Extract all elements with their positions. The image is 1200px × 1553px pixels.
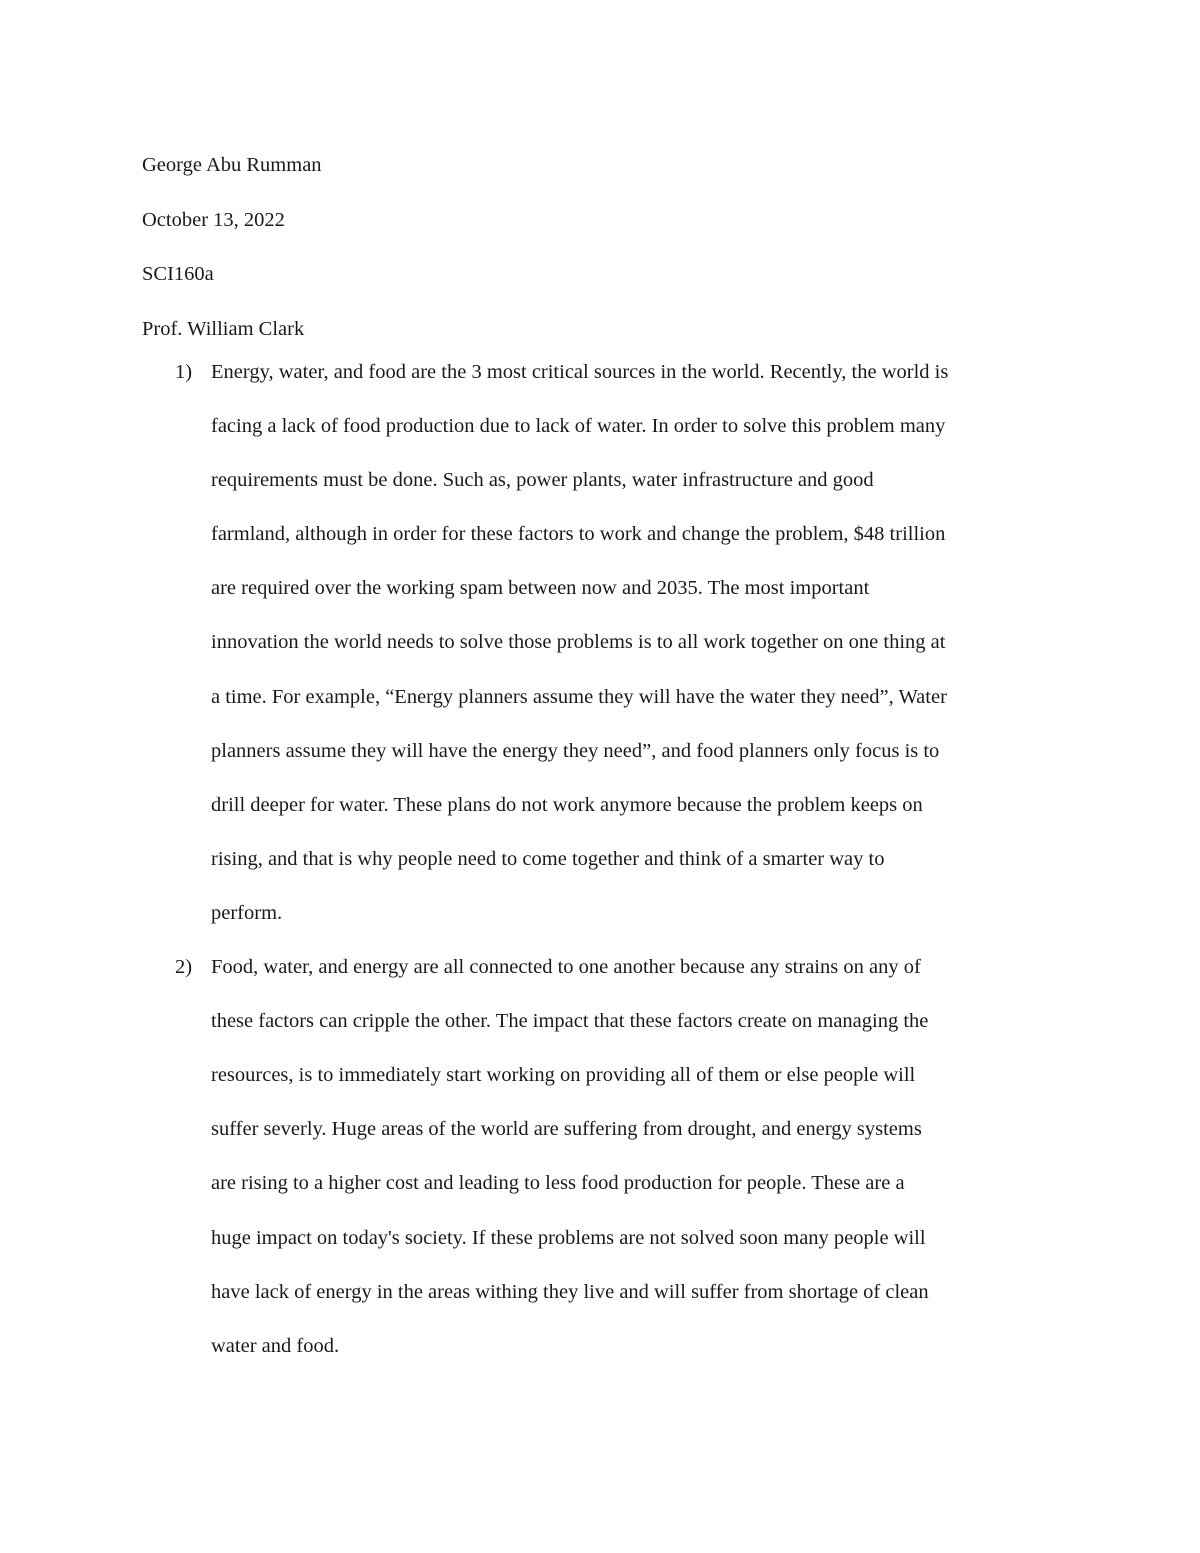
answer-number: 2) xyxy=(175,956,193,979)
answer-line: have lack of energy in the areas withing they live and will suffer from shortage of clean xyxy=(211,1280,929,1303)
professor-name: Prof. William Clark xyxy=(142,317,305,340)
answer-line: Food, water, and energy are all connected to one another because any strains on any of xyxy=(211,956,921,979)
answer-number: 1) xyxy=(175,361,193,383)
answer-line: requirements must be done. Such as, power plants, water infrastructure and good xyxy=(211,469,874,492)
document-header xyxy=(142,138,1062,356)
answer-paragraph xyxy=(211,940,1062,1373)
answer-line: rising, and that is why people need to come together and think of a smarter way to xyxy=(211,847,885,870)
answer-line: suffer severly. Huge areas of the world are suffering from drought, and energy systems xyxy=(211,1118,922,1141)
answer-1 xyxy=(142,345,1062,940)
answer-paragraph xyxy=(211,345,1062,940)
answer-line: perform. xyxy=(211,901,283,924)
author-name: George Abu Rumman xyxy=(142,154,322,176)
document-date: October 13, 2022 xyxy=(142,208,285,231)
answer-line: planners assume they will have the energy they need”, and food planners only focus is to xyxy=(211,739,940,762)
answer-line: farmland, although in order for these factors to work and change the problem, $48 trillion xyxy=(211,523,946,546)
answer-line: are rising to a higher cost and leading to less food production for people. These are a xyxy=(211,1172,905,1195)
answer-line: facing a lack of food production due to lack of water. In order to solve this problem many xyxy=(211,415,946,438)
answer-line: huge impact on today's society. If these problems are not solved soon many people will xyxy=(211,1226,926,1249)
answer-line: resources, is to immediately start working on providing all of them or else people will xyxy=(211,1064,916,1087)
course-code: SCI160a xyxy=(142,263,214,285)
answer-line: Energy, water, and food are the 3 most critical sources in the world. Recently, the world is xyxy=(211,361,949,383)
answer-line: these factors can cripple the other. The impact that these factors create on managing the xyxy=(211,1010,929,1033)
answer-line: a time. For example, “Energy planners assume they will have the water they need”, Water xyxy=(211,685,947,708)
answer-line: are required over the working spam between now and 2035. The most important xyxy=(211,577,870,600)
answer-line: drill deeper for water. These plans do not work anymore because the problem keeps on xyxy=(211,793,923,816)
answer-line: innovation the world needs to solve those problems is to all work together on one thing at xyxy=(211,631,946,654)
answers-list xyxy=(142,345,1062,1373)
answer-2 xyxy=(142,940,1062,1373)
answer-line: water and food. xyxy=(211,1334,340,1357)
